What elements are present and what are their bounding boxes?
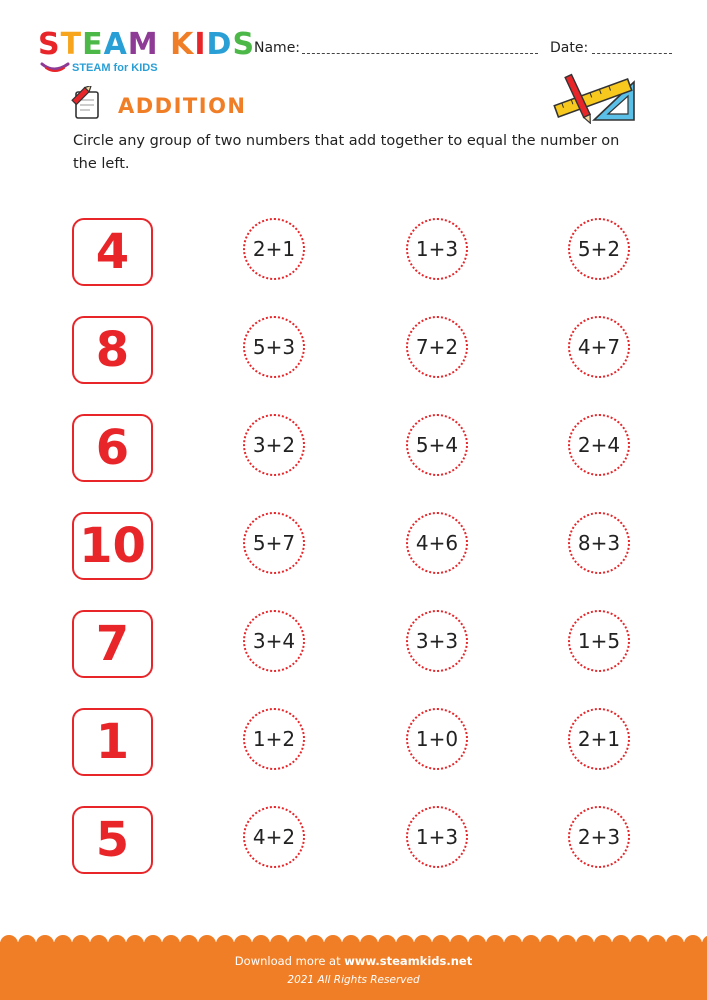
scallop-bump bbox=[90, 935, 108, 944]
target-number: 6 bbox=[95, 420, 130, 476]
addition-expression: 7+2 bbox=[415, 335, 459, 359]
addition-choice-circle[interactable] bbox=[568, 316, 630, 378]
addition-expression: 4+7 bbox=[577, 335, 621, 359]
scallop-bump bbox=[432, 935, 450, 944]
addition-choice-circle[interactable] bbox=[406, 806, 468, 868]
scallop-bump bbox=[108, 935, 126, 944]
problem-row bbox=[0, 610, 707, 680]
scallop-bump bbox=[306, 935, 324, 944]
problem-row bbox=[0, 316, 707, 386]
scallop-bump bbox=[450, 935, 468, 944]
logo-letter: D bbox=[206, 27, 233, 62]
scallop-bump bbox=[360, 935, 378, 944]
addition-choice-circle[interactable] bbox=[243, 218, 305, 280]
date-field[interactable] bbox=[592, 53, 672, 54]
footer-copyright: 2021 All Rights Reserved bbox=[287, 974, 420, 986]
scallop-bump bbox=[216, 935, 234, 944]
logo-letter: S bbox=[38, 27, 61, 62]
scallop-bump bbox=[648, 935, 666, 944]
footer-scallop-edge bbox=[0, 934, 707, 944]
logo-wordmark bbox=[38, 27, 256, 62]
name-label: Name: bbox=[254, 40, 301, 56]
addition-expression: 1+2 bbox=[252, 727, 296, 751]
scallop-bump bbox=[252, 935, 270, 944]
scallop-bump bbox=[270, 935, 288, 944]
addition-expression: 2+3 bbox=[577, 825, 621, 849]
scallop-bump bbox=[540, 935, 558, 944]
addition-expression: 2+1 bbox=[252, 237, 296, 261]
scallop-bump bbox=[414, 935, 432, 944]
target-number-box bbox=[72, 610, 153, 678]
scallop-bump bbox=[468, 935, 486, 944]
scallop-bump bbox=[54, 935, 72, 944]
scallop-bump bbox=[342, 935, 360, 944]
addition-expression: 5+2 bbox=[577, 237, 621, 261]
scallop-bump bbox=[36, 935, 54, 944]
problem-row bbox=[0, 806, 707, 876]
logo-letter bbox=[159, 30, 170, 60]
logo-letter: M bbox=[127, 27, 159, 62]
logo-letter: A bbox=[103, 27, 128, 62]
scallop-bump bbox=[612, 935, 630, 944]
addition-choice-circle[interactable] bbox=[568, 806, 630, 868]
target-number: 4 bbox=[95, 224, 130, 280]
addition-choice-circle[interactable] bbox=[406, 218, 468, 280]
problem-row bbox=[0, 708, 707, 778]
footer-site-link[interactable]: www.steamkids.net bbox=[344, 954, 473, 968]
scallop-bump bbox=[234, 935, 252, 944]
addition-choice-circle[interactable] bbox=[243, 316, 305, 378]
addition-expression: 1+3 bbox=[415, 237, 459, 261]
logo-letter: S bbox=[232, 27, 256, 62]
scallop-bump bbox=[324, 935, 342, 944]
scallop-bump bbox=[594, 935, 612, 944]
scallop-bump bbox=[378, 935, 396, 944]
footer-download-prefix: Download more at bbox=[234, 954, 341, 968]
scallop-bump bbox=[576, 935, 594, 944]
addition-expression: 2+1 bbox=[577, 727, 621, 751]
scallop-bump bbox=[72, 935, 90, 944]
addition-expression: 5+4 bbox=[415, 433, 459, 457]
scallop-bump bbox=[0, 935, 18, 944]
addition-expression: 4+2 bbox=[252, 825, 296, 849]
addition-expression: 3+3 bbox=[415, 629, 459, 653]
addition-expression: 8+3 bbox=[577, 531, 621, 555]
addition-expression: 4+6 bbox=[415, 531, 459, 555]
scallop-bump bbox=[198, 935, 216, 944]
addition-choice-circle[interactable] bbox=[243, 806, 305, 868]
problem-row bbox=[0, 218, 707, 288]
target-number-box bbox=[72, 512, 153, 580]
scallop-bump bbox=[522, 935, 540, 944]
scallop-bump bbox=[702, 935, 707, 944]
addition-choice-circle[interactable] bbox=[243, 414, 305, 476]
footer-download-text bbox=[0, 954, 707, 968]
scallop-bump bbox=[162, 935, 180, 944]
date-label: Date: bbox=[550, 40, 589, 56]
scallop-bump bbox=[504, 935, 522, 944]
scallop-bump bbox=[288, 935, 306, 944]
target-number-box bbox=[72, 414, 153, 482]
scallop-bump bbox=[396, 935, 414, 944]
addition-choice-circle[interactable] bbox=[406, 708, 468, 770]
addition-expression: 3+4 bbox=[252, 629, 296, 653]
target-number: 5 bbox=[95, 812, 130, 868]
problem-row bbox=[0, 512, 707, 582]
ruler-pencil-triangle-icon bbox=[548, 72, 638, 124]
logo-letter: K bbox=[170, 27, 195, 62]
addition-choice-circle[interactable] bbox=[243, 610, 305, 672]
addition-expression: 2+4 bbox=[577, 433, 621, 457]
addition-choice-circle[interactable] bbox=[568, 708, 630, 770]
target-number-box bbox=[72, 218, 153, 286]
logo-swoosh-icon bbox=[40, 60, 70, 74]
addition-choice-circle[interactable] bbox=[243, 512, 305, 574]
target-number-box bbox=[72, 806, 153, 874]
scallop-bump bbox=[558, 935, 576, 944]
addition-expression: 1+3 bbox=[415, 825, 459, 849]
addition-choice-circle[interactable] bbox=[406, 610, 468, 672]
addition-choice-circle[interactable] bbox=[406, 512, 468, 574]
scallop-bump bbox=[180, 935, 198, 944]
pencil-paper-icon bbox=[70, 86, 106, 122]
scallop-bump bbox=[144, 935, 162, 944]
addition-choice-circle[interactable] bbox=[406, 316, 468, 378]
addition-choice-circle[interactable] bbox=[568, 512, 630, 574]
scallop-bump bbox=[126, 935, 144, 944]
scallop-bump bbox=[486, 935, 504, 944]
logo-letter: E bbox=[82, 27, 104, 62]
target-number: 10 bbox=[79, 518, 146, 574]
target-number: 8 bbox=[95, 322, 130, 378]
instructions-text: Circle any group of two numbers that add together to equal the number on the left. bbox=[73, 133, 620, 172]
scallop-bump bbox=[684, 935, 702, 944]
addition-expression: 1+5 bbox=[577, 629, 621, 653]
scallop-bump bbox=[18, 935, 36, 944]
worksheet-title: ADDITION bbox=[118, 94, 247, 118]
addition-choice-circle[interactable] bbox=[568, 218, 630, 280]
addition-expression: 5+7 bbox=[252, 531, 296, 555]
addition-choice-circle[interactable] bbox=[243, 708, 305, 770]
name-field[interactable] bbox=[302, 53, 538, 54]
target-number: 1 bbox=[95, 714, 130, 770]
addition-choice-circle[interactable] bbox=[406, 414, 468, 476]
logo-tagline: STEAM for KIDS bbox=[72, 62, 158, 74]
addition-expression: 3+2 bbox=[252, 433, 296, 457]
addition-choice-circle[interactable] bbox=[568, 414, 630, 476]
target-number-box bbox=[72, 316, 153, 384]
logo-letter: T bbox=[60, 27, 83, 62]
addition-expression: 1+0 bbox=[415, 727, 459, 751]
footer bbox=[0, 942, 707, 1000]
target-number-box bbox=[72, 708, 153, 776]
addition-expression: 5+3 bbox=[252, 335, 296, 359]
problem-row bbox=[0, 414, 707, 484]
logo-letter: I bbox=[194, 27, 207, 62]
addition-choice-circle[interactable] bbox=[568, 610, 630, 672]
scallop-bump bbox=[630, 935, 648, 944]
target-number: 7 bbox=[95, 616, 130, 672]
steam-kids-logo bbox=[38, 27, 256, 80]
scallop-bump bbox=[666, 935, 684, 944]
